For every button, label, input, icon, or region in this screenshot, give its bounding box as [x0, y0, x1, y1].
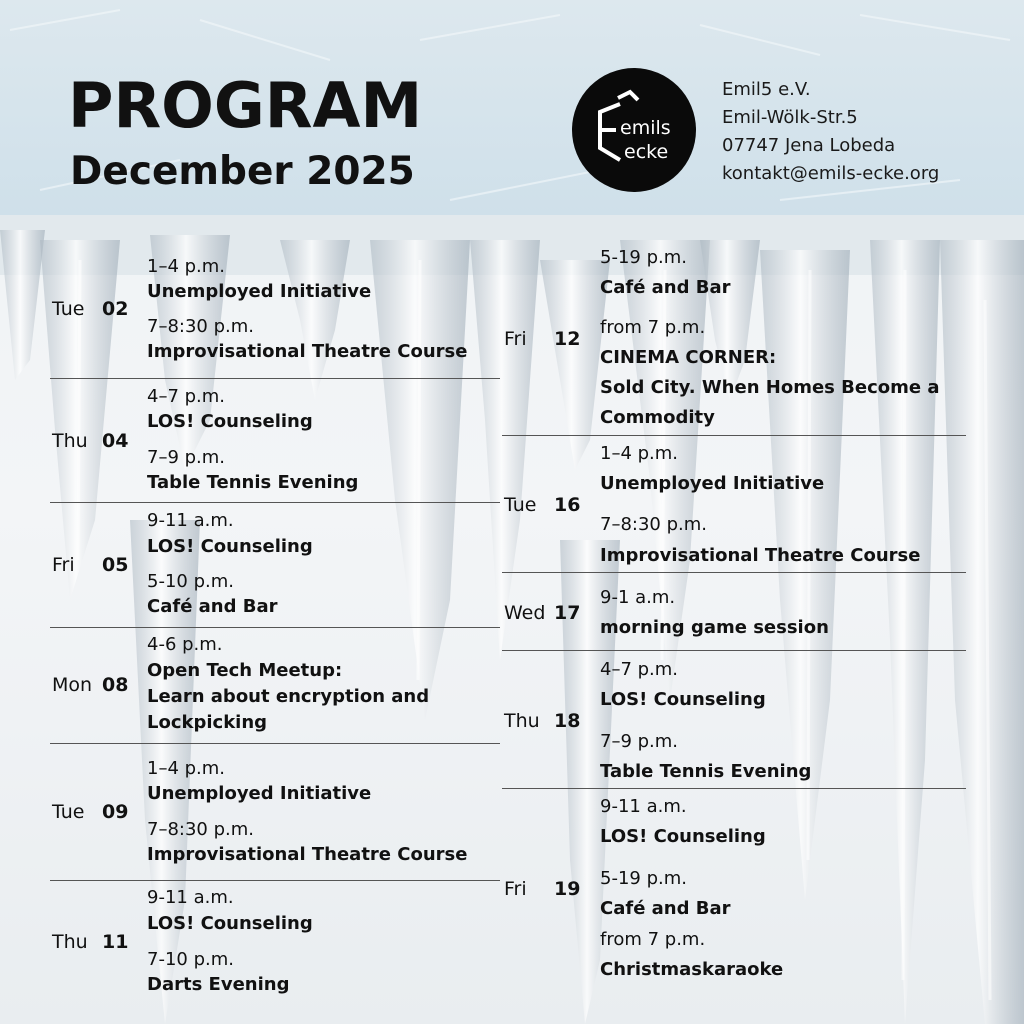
day-name: Wed [504, 602, 546, 624]
event-title: Improvisational Theatre Course [147, 844, 468, 865]
row-divider [50, 502, 500, 503]
street-address: Emil-Wölk-Str.5 [722, 107, 858, 128]
event-time: 1–4 p.m. [600, 443, 679, 464]
event-title-line3: Lockpicking [147, 712, 268, 733]
day-name: Tue [504, 494, 537, 516]
event-time: 5-19 p.m. [600, 868, 687, 889]
day-number: 19 [554, 878, 581, 900]
event-time: 4–7 p.m. [600, 659, 679, 680]
event-title: Café and Bar [147, 596, 278, 617]
event-title: Christmaskaraoke [600, 959, 784, 980]
event-title: LOS! Counseling [147, 411, 313, 432]
event-time: 9-11 a.m. [147, 887, 234, 908]
event-title: Table Tennis Evening [147, 472, 359, 493]
event-title: Café and Bar [600, 898, 731, 919]
day-name: Tue [52, 801, 85, 823]
logo-text-emils: emils [620, 117, 671, 139]
day-name: Fri [504, 878, 527, 900]
event-time: from 7 p.m. [600, 929, 706, 950]
day-name: Thu [52, 430, 88, 452]
day-name: Fri [504, 328, 527, 350]
address-block [722, 76, 939, 188]
logo-text-ecke: ecke [624, 141, 669, 163]
postal-city: 07747 Jena Lobeda [722, 135, 896, 156]
day-name: Fri [52, 554, 75, 576]
event-title: CINEMA CORNER: [600, 347, 777, 368]
event-title: LOS! Counseling [600, 689, 766, 710]
event-title: Improvisational Theatre Course [147, 341, 468, 362]
contact-email[interactable]: kontakt@emils-ecke.org [722, 163, 940, 184]
day-number: 17 [554, 602, 581, 624]
event-time: 9-1 a.m. [600, 587, 676, 608]
event-time: 7–8:30 p.m. [147, 819, 254, 840]
day-name: Thu [52, 931, 88, 953]
event-time: 9-11 a.m. [600, 796, 687, 817]
row-divider [502, 435, 966, 436]
day-number: 05 [102, 554, 129, 576]
day-number: 02 [102, 298, 129, 320]
day-name: Thu [504, 710, 540, 732]
day-number: 12 [554, 328, 581, 350]
event-time: 7–8:30 p.m. [600, 514, 707, 535]
event-title: Improvisational Theatre Course [600, 545, 921, 566]
event-title-line2: Learn about encryption and [147, 686, 430, 707]
row-divider [502, 572, 966, 573]
emils-ecke-logo [572, 68, 696, 192]
day-number: 18 [554, 710, 581, 732]
day-name: Tue [52, 298, 85, 320]
event-title-line3: Commodity [600, 407, 715, 428]
event-time: 7–9 p.m. [600, 731, 679, 752]
event-time: 9-11 a.m. [147, 510, 234, 531]
row-divider [50, 627, 500, 628]
row-divider [502, 650, 966, 651]
day-number: 11 [102, 931, 129, 953]
row-divider [50, 880, 500, 881]
event-title: LOS! Counseling [600, 826, 766, 847]
event-title-line2: Sold City. When Homes Become a [600, 377, 940, 398]
event-title: Table Tennis Evening [600, 761, 812, 782]
event-time: 1–4 p.m. [147, 256, 226, 277]
event-title: LOS! Counseling [147, 913, 313, 934]
event-title: Unemployed Initiative [147, 281, 372, 302]
event-time: 1–4 p.m. [147, 758, 226, 779]
row-divider [50, 378, 500, 379]
event-title: Unemployed Initiative [600, 473, 825, 494]
page-title: PROGRAM [68, 69, 423, 142]
day-number: 04 [102, 430, 129, 452]
event-title: LOS! Counseling [147, 536, 313, 557]
event-time: from 7 p.m. [600, 317, 706, 338]
event-time: 5-10 p.m. [147, 571, 234, 592]
event-time: 5-19 p.m. [600, 247, 687, 268]
day-name: Mon [52, 674, 93, 696]
day-number: 16 [554, 494, 581, 516]
event-time: 7–9 p.m. [147, 447, 226, 468]
row-divider [502, 788, 966, 789]
event-time: 7-10 p.m. [147, 949, 234, 970]
event-title: Open Tech Meetup: [147, 660, 343, 681]
event-time: 4-6 p.m. [147, 634, 223, 655]
org-name: Emil5 e.V. [722, 79, 811, 100]
event-time: 7–8:30 p.m. [147, 316, 254, 337]
event-title: morning game session [600, 617, 829, 638]
day-number: 08 [102, 674, 129, 696]
event-title: Darts Evening [147, 974, 290, 995]
event-title: Unemployed Initiative [147, 783, 372, 804]
event-time: 4–7 p.m. [147, 386, 226, 407]
day-number: 09 [102, 801, 129, 823]
event-title: Café and Bar [600, 277, 731, 298]
row-divider [50, 743, 500, 744]
page-subtitle: December 2025 [70, 149, 415, 194]
